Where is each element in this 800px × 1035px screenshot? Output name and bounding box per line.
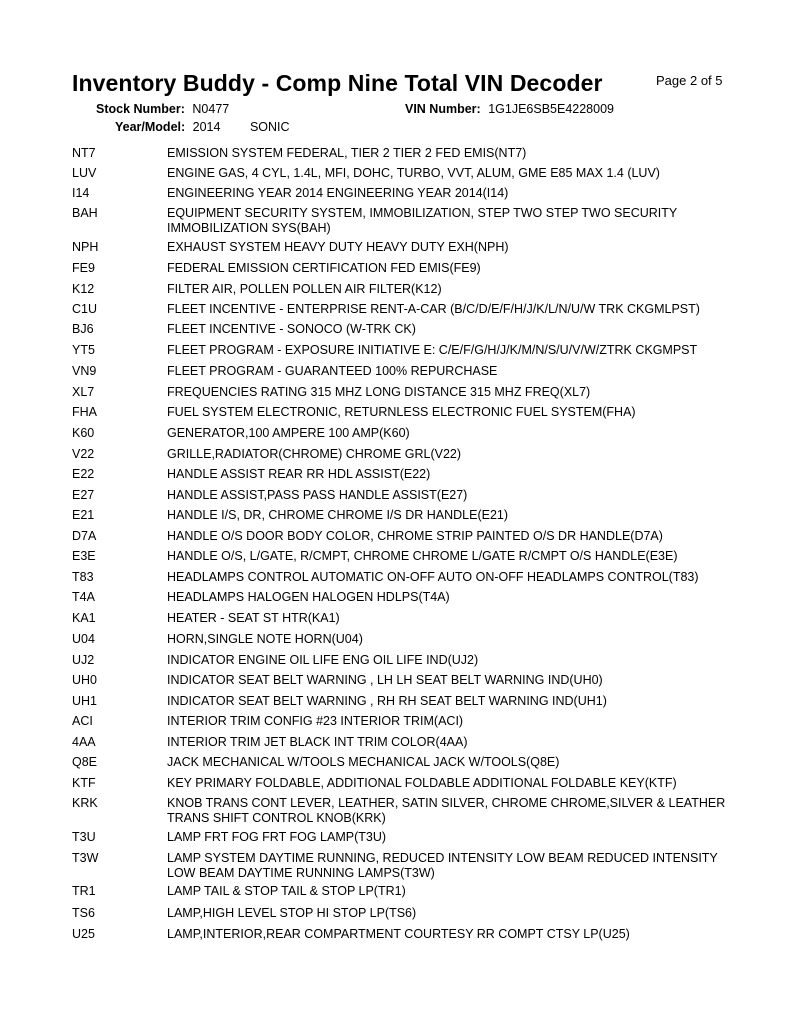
page-number: Page 2 of 5: [656, 73, 723, 88]
vin-number-value: 1G1JE6SB5E4228009: [488, 102, 614, 116]
option-code: BJ6: [72, 322, 94, 336]
option-description: INDICATOR SEAT BELT WARNING , LH LH SEAT BELT WARNING IND(UH0): [167, 673, 603, 687]
option-code: E3E: [72, 549, 96, 563]
option-description: KEY PRIMARY FOLDABLE, ADDITIONAL FOLDABLE ADDITIONAL FOLDABLE KEY(KTF): [167, 776, 677, 790]
stock-number-label: Stock Number:: [96, 102, 185, 116]
option-description: LAMP FRT FOG FRT FOG LAMP(T3U): [167, 830, 387, 844]
option-description: FLEET INCENTIVE - SONOCO (W-TRK CK): [167, 322, 416, 336]
option-code: YT5: [72, 343, 95, 357]
option-description: INTERIOR TRIM CONFIG #23 INTERIOR TRIM(ACI): [167, 714, 464, 728]
option-description: FILTER AIR, POLLEN POLLEN AIR FILTER(K12): [167, 282, 442, 296]
option-code: K60: [72, 426, 95, 440]
year-model-field: [115, 120, 290, 134]
option-description: HANDLE ASSIST,PASS PASS HANDLE ASSIST(E27): [167, 488, 468, 502]
option-description: FUEL SYSTEM ELECTRONIC, RETURNLESS ELECTRONIC FUEL SYSTEM(FHA): [167, 405, 636, 419]
option-description: FREQUENCIES RATING 315 MHZ LONG DISTANCE 315 MHZ FREQ(XL7): [167, 385, 591, 399]
option-description: JACK MECHANICAL W/TOOLS MECHANICAL JACK W/TOOLS(Q8E): [167, 755, 560, 769]
option-code: NPH: [72, 240, 99, 254]
option-description: FEDERAL EMISSION CERTIFICATION FED EMIS(FE9): [167, 261, 481, 275]
option-description: HEADLAMPS HALOGEN HALOGEN HDLPS(T4A): [167, 590, 450, 604]
option-description: LAMP,HIGH LEVEL STOP HI STOP LP(TS6): [167, 906, 417, 920]
option-code: KRK: [72, 796, 98, 810]
option-description: LAMP TAIL & STOP TAIL & STOP LP(TR1): [167, 884, 406, 898]
option-code: XL7: [72, 385, 95, 399]
document-title: Inventory Buddy - Comp Nine Total VIN Decoder: [72, 70, 603, 96]
option-description: EQUIPMENT SECURITY SYSTEM, IMMOBILIZATION, STEP TWO STEP TWO SECURITY IMMOBILIZATION SYS(BAH): [167, 206, 678, 235]
year-value: 2014: [192, 120, 221, 134]
option-code: UH0: [72, 673, 98, 687]
option-code: LUV: [72, 166, 97, 180]
vin-number-field: [405, 102, 614, 116]
option-code: E27: [72, 488, 95, 502]
option-description: HORN,SINGLE NOTE HORN(U04): [167, 632, 363, 646]
option-description: FLEET INCENTIVE - ENTERPRISE RENT-A-CAR (B/C/D/E/F/H/J/K/L/N/U/W TRK CKGMLPST): [167, 302, 700, 316]
option-code: KTF: [72, 776, 96, 790]
vin-number-label: VIN Number:: [405, 102, 481, 116]
option-description: HANDLE O/S, L/GATE, R/CMPT, CHROME CHROME L/GATE R/CMPT O/S HANDLE(E3E): [167, 549, 678, 563]
option-description: FLEET PROGRAM - GUARANTEED 100% REPURCHASE: [167, 364, 498, 378]
option-description: LAMP SYSTEM DAYTIME RUNNING, REDUCED INTENSITY LOW BEAM REDUCED INTENSITY LOW BEAM DAYTIME RUNNING LAMPS(T3W): [167, 851, 718, 880]
year-model-label: Year/Model:: [115, 120, 186, 134]
option-code: FHA: [72, 405, 97, 419]
option-code: D7A: [72, 529, 97, 543]
option-description: LAMP,INTERIOR,REAR COMPARTMENT COURTESY RR COMPT CTSY LP(U25): [167, 927, 630, 941]
option-description: HEATER - SEAT ST HTR(KA1): [167, 611, 340, 625]
option-description: EMISSION SYSTEM FEDERAL, TIER 2 TIER 2 FED EMIS(NT7): [167, 146, 527, 160]
option-code: T3W: [72, 851, 99, 865]
option-description: GENERATOR,100 AMPERE 100 AMP(K60): [167, 426, 410, 440]
option-description: INDICATOR SEAT BELT WARNING , RH RH SEAT BELT WARNING IND(UH1): [167, 694, 607, 708]
option-code: UJ2: [72, 653, 95, 667]
option-code: FE9: [72, 261, 95, 275]
option-description: INTERIOR TRIM JET BLACK INT TRIM COLOR(4AA): [167, 735, 468, 749]
option-description: FLEET PROGRAM - EXPOSURE INITIATIVE E: C/E/F/G/H/J/K/M/N/S/U/V/W/ZTRK CKGMPST: [167, 343, 698, 357]
option-code: TR1: [72, 884, 96, 898]
option-description: HANDLE I/S, DR, CHROME CHROME I/S DR HANDLE(E21): [167, 508, 509, 522]
option-description: HANDLE ASSIST REAR RR HDL ASSIST(E22): [167, 467, 431, 481]
option-description: HEADLAMPS CONTROL AUTOMATIC ON-OFF AUTO ON-OFF HEADLAMPS CONTROL(T83): [167, 570, 699, 584]
option-code: V22: [72, 447, 95, 461]
option-code: UH1: [72, 694, 98, 708]
option-code: VN9: [72, 364, 97, 378]
option-code: ACI: [72, 714, 93, 728]
option-description: INDICATOR ENGINE OIL LIFE ENG OIL LIFE IND(UJ2): [167, 653, 479, 667]
option-code: K12: [72, 282, 95, 296]
option-description: GRILLE,RADIATOR(CHROME) CHROME GRL(V22): [167, 447, 462, 461]
option-code: U25: [72, 927, 95, 941]
stock-number-value: N0477: [192, 102, 230, 116]
option-code: BAH: [72, 206, 98, 220]
option-code: C1U: [72, 302, 98, 316]
option-description: KNOB TRANS CONT LEVER, LEATHER, SATIN SILVER, CHROME CHROME,SILVER & LEATHER TRANS SHIFT CONTROL KNOB(KRK): [167, 796, 726, 825]
model-value: SONIC: [249, 120, 290, 134]
option-code: KA1: [72, 611, 96, 625]
option-code: TS6: [72, 906, 95, 920]
option-description: ENGINE GAS, 4 CYL, 1.4L, MFI, DOHC, TURBO, VVT, ALUM, GME E85 MAX 1.4 (LUV): [167, 166, 660, 180]
option-description: HANDLE O/S DOOR BODY COLOR, CHROME STRIP PAINTED O/S DR HANDLE(D7A): [167, 529, 663, 543]
option-code: T83: [72, 570, 94, 584]
option-code: NT7: [72, 146, 96, 160]
option-code: U04: [72, 632, 95, 646]
option-code: E21: [72, 508, 95, 522]
option-code: E22: [72, 467, 95, 481]
option-code: Q8E: [72, 755, 98, 769]
option-code: T3U: [72, 830, 96, 844]
option-description: ENGINEERING YEAR 2014 ENGINEERING YEAR 2014(I14): [167, 186, 509, 200]
option-description: EXHAUST SYSTEM HEAVY DUTY HEAVY DUTY EXH(NPH): [167, 240, 509, 254]
option-code: T4A: [72, 590, 95, 604]
stock-number-field: [96, 102, 229, 116]
option-code: 4AA: [72, 735, 96, 749]
option-code: I14: [72, 186, 90, 200]
